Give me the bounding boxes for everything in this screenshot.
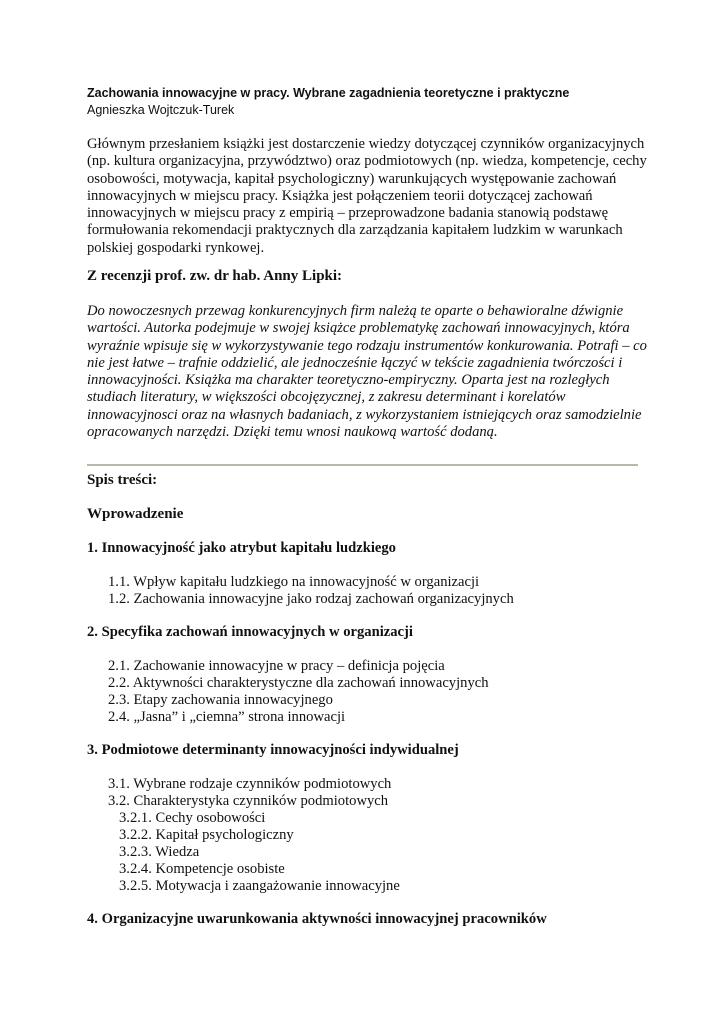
book-author: Agnieszka Wojtczuk-Turek — [87, 103, 235, 117]
toc-item-3-1: 3.1. Wybrane rodzaje czynników podmiotowych — [108, 776, 392, 792]
book-title: Zachowania innowacyjne w pracy. Wybrane zagadnienia teoretyczne i praktyczne — [87, 86, 570, 100]
toc-item-2-1: 2.1. Zachowanie innowacyjne w pracy – definicja pojęcia — [108, 658, 445, 674]
toc-item-2-3: 2.3. Etapy zachowania innowacyjnego — [108, 692, 333, 708]
toc-subitem-3-2-2: 3.2.2. Kapitał psychologiczny — [119, 827, 294, 843]
section-divider — [87, 464, 638, 466]
toc-chapter-2: 2. Specyfika zachowań innowacyjnych w organizacji — [87, 624, 413, 640]
toc-subitem-3-2-1: 3.2.1. Cechy osobowości — [119, 810, 266, 826]
toc-heading: Spis treści: — [87, 472, 158, 488]
toc-item-3-2: 3.2. Charakterystyka czynników podmiotowych — [108, 793, 389, 809]
toc-item-2-2: 2.2. Aktywności charakterystyczne dla zachowań innowacyjnych — [108, 675, 489, 691]
toc-subitem-3-2-5: 3.2.5. Motywacja i zaangażowanie innowacyjne — [119, 878, 400, 894]
toc-item-1-2: 1.2. Zachowania innowacyjne jako rodzaj zachowań organizacyjnych — [108, 591, 514, 607]
review-quote: Do nowoczesnych przewag konkurencyjnych firm należą te oparte o behawioralne dźwignie wartości. Autorka podejmuje w swojej książce problematykę zachowań innowacyjnych, która wyraźnie wpisuje się w wykorzystywanie tego rodzaju instrumentów konkurowania. Potrafi – co nie jest łatwe – trafnie oddzielić, ale jednocześnie łączyć w tekście zagadnienia twórczości i innowacyjności. Książka ma charakter teoretyczno-empiryczny. Oparta jest na rozległych studiach literatury, w większości obcojęzycznej, z zakresu determinant i korelatów innowacyjnosci oraz na własnych badaniach, z wykorzystaniem istniejących oraz samodzielnie opracowanych narzędzi. Dzięki temu wnosi naukową wartość dodaną. — [87, 303, 647, 441]
toc-subitem-3-2-3: 3.2.3. Wiedza — [119, 844, 200, 860]
toc-chapter-3: 3. Podmiotowe determinanty innowacyjności indywidualnej — [87, 742, 459, 758]
intro-paragraph: Głównym przesłaniem książki jest dostarczenie wiedzy dotyczącej czynników organizacyjnych (np. kultura organizacyjna, przywództwo) oraz podmiotowych (np. wiedza, kompetencje, cechy osobowości, motywacja, kapitał psychologiczny) warunkujących występowanie zachowań innowacyjnych w miejscu pracy. Książka jest połączeniem teorii dotyczącej zachowań innowacyjnych w miejscu pracy z empirią – przeprowadzone badania stanowią podstawę formułowania rekomendacji praktycznych dla zarządzania kapitałem ludzkim w warunkach polskiej gospodarki rynkowej. — [87, 136, 647, 256]
toc-chapter-1: 1. Innowacyjność jako atrybut kapitału ludzkiego — [87, 540, 396, 556]
toc-item-2-4: 2.4. „Jasna” i „ciemna” strona innowacji — [108, 709, 346, 725]
review-heading: Z recenzji prof. zw. dr hab. Anny Lipki: — [87, 268, 343, 284]
toc-subitem-3-2-4: 3.2.4. Kompetencje osobiste — [119, 861, 285, 877]
toc-item-1-1: 1.1. Wpływ kapitału ludzkiego na innowacyjność w organizacji — [108, 574, 480, 590]
toc-chapter-4: 4. Organizacyjne uwarunkowania aktywności innowacyjnej pracowników — [87, 911, 547, 927]
toc-entry-introduction: Wprowadzenie — [87, 506, 184, 522]
